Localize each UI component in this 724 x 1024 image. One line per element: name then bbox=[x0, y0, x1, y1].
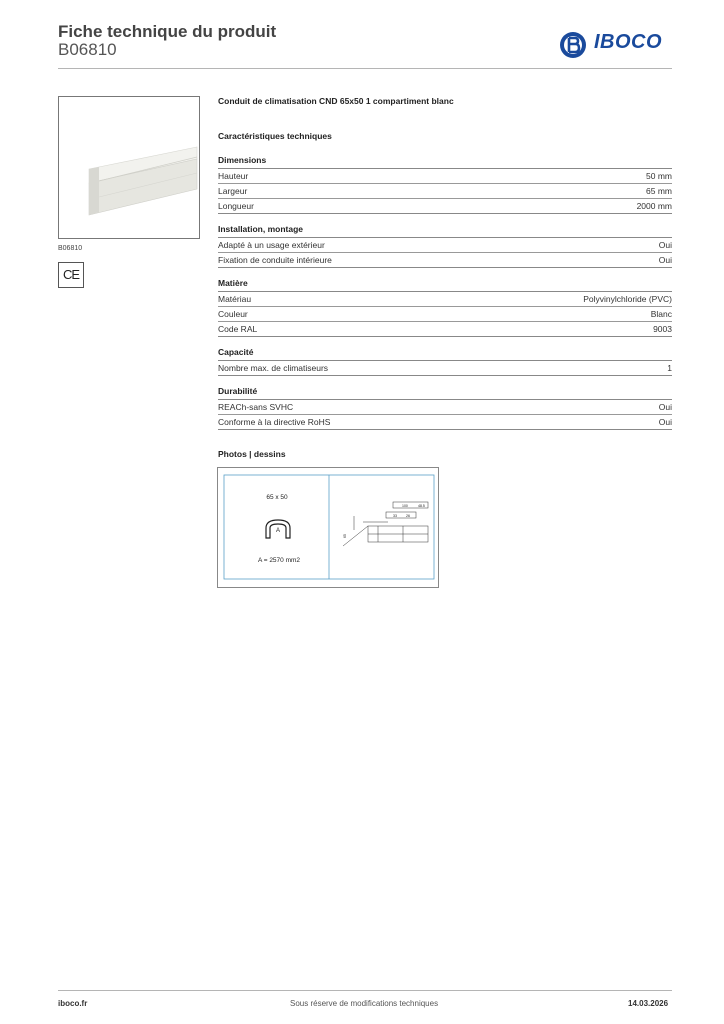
area-symbol: A bbox=[275, 528, 281, 534]
spec-row bbox=[218, 253, 672, 268]
tech-heading: Caractéristiques techniques bbox=[218, 131, 332, 141]
spec-row bbox=[218, 184, 672, 199]
spec-value: Oui bbox=[658, 240, 672, 250]
spec-row bbox=[218, 307, 672, 322]
ce-mark-icon: CE bbox=[58, 262, 84, 288]
spec-row bbox=[218, 400, 672, 415]
spec-label: Conforme à la directive RoHS bbox=[218, 417, 331, 427]
product-photo bbox=[58, 96, 200, 239]
spec-label: Matériau bbox=[218, 294, 252, 304]
product-code: B06810 bbox=[58, 40, 117, 59]
spec-value: Polyvinylchloride (PVC) bbox=[583, 294, 672, 304]
spec-row bbox=[218, 361, 672, 376]
page-title: Fiche technique du produit bbox=[58, 22, 277, 41]
spec-value: Oui bbox=[658, 255, 672, 265]
dim-label: 100 bbox=[402, 504, 408, 508]
brand-logo bbox=[558, 30, 674, 60]
header-divider bbox=[58, 68, 672, 69]
spec-section-dimensions bbox=[218, 155, 672, 214]
cross-section-sketch bbox=[343, 502, 428, 546]
footer-website-link[interactable]: iboco.fr bbox=[58, 999, 88, 1008]
spec-row bbox=[218, 322, 672, 337]
spec-label: Code RAL bbox=[218, 324, 258, 334]
spec-row bbox=[218, 169, 672, 184]
section-title: Capacité bbox=[218, 347, 672, 361]
footer-notice: Sous réserve de modifications techniques bbox=[290, 999, 439, 1008]
spec-section-material bbox=[218, 278, 672, 337]
dim-label: 26 bbox=[406, 514, 410, 518]
spec-section-installation bbox=[218, 224, 672, 268]
spec-value: 9003 bbox=[653, 324, 672, 334]
spec-value: Oui bbox=[658, 402, 672, 412]
spec-row bbox=[218, 238, 672, 253]
footer-divider bbox=[58, 990, 672, 991]
logo-emblem-icon bbox=[558, 30, 590, 60]
spec-value: 2000 mm bbox=[636, 201, 672, 211]
spec-label: Fixation de conduite intérieure bbox=[218, 255, 332, 265]
spec-label: Couleur bbox=[218, 309, 248, 319]
section-title: Matière bbox=[218, 278, 672, 292]
product-name: Conduit de climatisation CND 65x50 1 compartiment blanc bbox=[218, 96, 454, 106]
spec-row bbox=[218, 415, 672, 430]
drawing-size-label: 65 x 50 bbox=[266, 494, 288, 501]
spec-value: 50 mm bbox=[646, 171, 672, 181]
spec-label: Hauteur bbox=[218, 171, 249, 181]
dim-label: 33 bbox=[393, 514, 397, 518]
spec-section-capacity bbox=[218, 347, 672, 376]
spec-value: Blanc bbox=[650, 309, 672, 319]
spec-label: Largeur bbox=[218, 186, 248, 196]
spec-label: Adapté à un usage extérieur bbox=[218, 240, 325, 250]
spec-section-durability bbox=[218, 386, 672, 430]
spec-value: 65 mm bbox=[646, 186, 672, 196]
spec-label: Longueur bbox=[218, 201, 254, 211]
spec-value: Oui bbox=[658, 417, 672, 427]
dim-label: 48.5 bbox=[418, 504, 425, 508]
spec-label: REACh-sans SVHC bbox=[218, 402, 294, 412]
section-title: Installation, montage bbox=[218, 224, 672, 238]
photos-heading: Photos | dessins bbox=[218, 449, 286, 459]
dim-label: 65 bbox=[343, 534, 347, 538]
section-title: Durabilité bbox=[218, 386, 672, 400]
footer-date: 14.03.2026 bbox=[628, 999, 669, 1008]
spec-label: Nombre max. de climatiseurs bbox=[218, 363, 329, 373]
spec-row bbox=[218, 199, 672, 214]
photo-caption: B06810 bbox=[58, 245, 83, 252]
area-label: A = 2570 mm2 bbox=[257, 557, 301, 564]
logo-text: IBOCO bbox=[594, 31, 663, 53]
spec-sections bbox=[218, 155, 672, 440]
technical-drawing bbox=[217, 467, 439, 588]
spec-row bbox=[218, 292, 672, 307]
section-title: Dimensions bbox=[218, 155, 672, 169]
spec-value: 1 bbox=[667, 363, 672, 373]
